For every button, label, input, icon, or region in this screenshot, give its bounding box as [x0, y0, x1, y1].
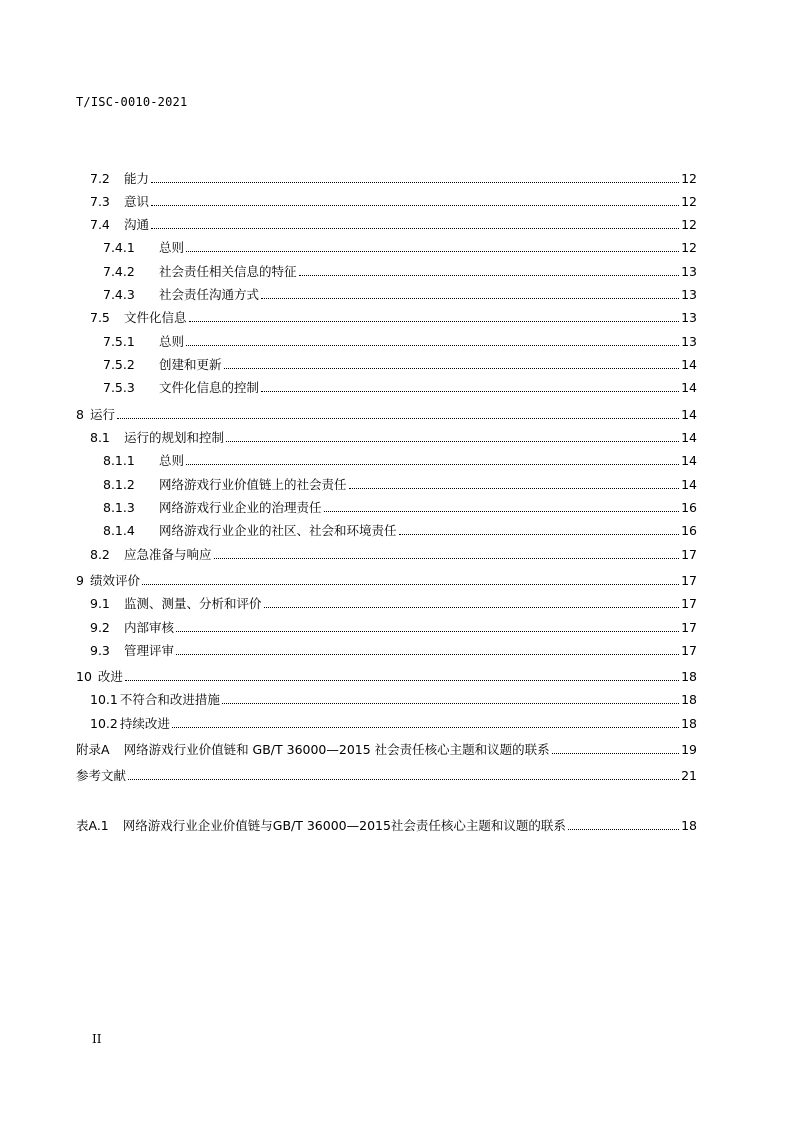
- toc-page-number: 16: [681, 523, 697, 538]
- toc-title: 沟通: [124, 217, 150, 232]
- toc-title: 内部审核: [124, 620, 175, 635]
- toc-number: 7.5: [90, 310, 110, 325]
- toc-page-number: 17: [681, 620, 697, 635]
- toc-entry[interactable]: [103, 287, 697, 303]
- toc-page-number: 13: [681, 287, 697, 302]
- dot-leader: [117, 417, 679, 419]
- toc-number: 8.1.2: [103, 477, 135, 492]
- toc-title: 文件化信息: [124, 310, 187, 325]
- toc-number: 10.1: [90, 692, 118, 707]
- toc-entry[interactable]: [90, 310, 697, 326]
- dot-leader: [226, 440, 679, 442]
- toc-entry[interactable]: [103, 240, 697, 256]
- dot-leader: [151, 181, 679, 183]
- toc-number: 7.4.2: [103, 264, 135, 279]
- toc-page-number: 18: [681, 692, 697, 707]
- toc-title: 社会责任沟通方式: [159, 287, 260, 302]
- table-list-title: 网络游戏行业企业价值链与GB/T 36000—2015社会责任核心主题和议题的联系: [122, 818, 566, 833]
- toc-number: 附录A: [76, 742, 110, 757]
- toc-entry[interactable]: [103, 500, 697, 516]
- toc-title: 总则: [159, 240, 185, 255]
- dot-leader: [214, 557, 680, 559]
- toc-entry[interactable]: [90, 547, 697, 563]
- document-code: T/ISC-0010-2021: [76, 95, 188, 109]
- toc-title: 绩效评价: [89, 573, 140, 588]
- dot-leader: [552, 752, 679, 754]
- toc-number: 7.5.2: [103, 357, 135, 372]
- toc-entry[interactable]: [103, 380, 697, 396]
- toc-title: 网络游戏行业价值链和 GB/T 36000—2015 社会责任核心主题和议题的联系: [123, 742, 550, 757]
- toc-title: 创建和更新: [159, 357, 222, 372]
- toc-title: 管理评审: [124, 643, 175, 658]
- toc-page-number: 14: [681, 357, 697, 372]
- toc-entry[interactable]: [76, 669, 697, 685]
- toc-title: 应急准备与响应: [124, 547, 212, 562]
- toc-title: 改进: [97, 669, 123, 684]
- toc-title: 监测、测量、分析和评价: [124, 596, 262, 611]
- toc-page-number: 14: [681, 407, 697, 422]
- page-number: II: [92, 1032, 102, 1046]
- dot-leader: [142, 583, 679, 585]
- dot-leader: [349, 487, 680, 489]
- toc-page-number: 18: [681, 716, 697, 731]
- toc-number: 8.1.3: [103, 500, 135, 515]
- dot-leader: [299, 274, 680, 276]
- toc-entry[interactable]: [76, 573, 697, 589]
- dot-leader: [186, 344, 679, 346]
- toc-number: 8: [76, 407, 84, 422]
- toc-number: 8.1.4: [103, 523, 135, 538]
- dot-leader: [224, 367, 680, 369]
- dot-leader: [186, 463, 679, 465]
- dot-leader: [186, 250, 679, 252]
- toc-number: 7.4: [90, 217, 110, 232]
- dot-leader: [128, 778, 679, 780]
- toc-title: 意识: [124, 194, 150, 209]
- toc-number: 10: [76, 669, 92, 684]
- toc-page-number: 17: [681, 573, 697, 588]
- toc-title: 网络游戏行业价值链上的社会责任: [159, 477, 347, 492]
- toc-entry[interactable]: [90, 194, 697, 210]
- toc-title: 社会责任相关信息的特征: [159, 264, 297, 279]
- toc-title: 持续改进: [119, 716, 170, 731]
- dot-leader: [399, 533, 680, 535]
- dot-leader: [176, 653, 679, 655]
- toc-entry[interactable]: [103, 264, 697, 280]
- toc-title: 网络游戏行业企业的社区、社会和环境责任: [159, 523, 397, 538]
- table-list-number: 表A.1: [76, 818, 109, 833]
- toc-page-number: 17: [681, 547, 697, 562]
- toc-title: 不符合和改进措施: [119, 692, 220, 707]
- toc-page-number: 13: [681, 264, 697, 279]
- toc-number: 参考文献: [76, 768, 127, 783]
- toc-page-number: 16: [681, 500, 697, 515]
- toc-title: 能力: [124, 171, 150, 186]
- dot-leader: [261, 390, 679, 392]
- toc-entry[interactable]: [90, 643, 697, 659]
- toc-number: 7.4.3: [103, 287, 135, 302]
- toc-number: 8.1: [90, 430, 110, 445]
- toc-entry[interactable]: [103, 357, 697, 373]
- toc-entry[interactable]: [90, 596, 697, 612]
- toc-entry[interactable]: [90, 620, 697, 636]
- toc-entry[interactable]: [76, 768, 697, 784]
- toc-number: 9.2: [90, 620, 110, 635]
- toc-page-number: 12: [681, 171, 697, 186]
- toc-number: 8.1.1: [103, 453, 135, 468]
- toc-page-number: 14: [681, 477, 697, 492]
- toc-entry[interactable]: [103, 453, 697, 469]
- dot-leader: [151, 204, 679, 206]
- dot-leader: [151, 227, 679, 229]
- toc-title: 文件化信息的控制: [159, 380, 260, 395]
- dot-leader: [264, 606, 680, 608]
- table-list-entry[interactable]: [76, 818, 697, 834]
- dot-leader: [324, 510, 680, 512]
- toc-title: 运行的规划和控制: [124, 430, 225, 445]
- toc-number: 9.3: [90, 643, 110, 658]
- toc-page-number: 17: [681, 596, 697, 611]
- toc-number: 9.1: [90, 596, 110, 611]
- toc-page-number: 21: [681, 768, 697, 783]
- dot-leader: [568, 828, 679, 830]
- toc-page-number: 13: [681, 310, 697, 325]
- toc-entry[interactable]: [76, 742, 697, 758]
- toc-page-number: 14: [681, 380, 697, 395]
- toc-entry[interactable]: [90, 171, 697, 187]
- toc-title: 总则: [159, 334, 185, 349]
- toc-entry[interactable]: [90, 716, 697, 732]
- toc-number: 10.2: [90, 716, 118, 731]
- toc-number: 7.4.1: [103, 240, 135, 255]
- dot-leader: [189, 320, 680, 322]
- toc-entry[interactable]: [76, 407, 697, 423]
- table-list-page-number: 18: [681, 818, 697, 833]
- toc-number: 7.2: [90, 171, 110, 186]
- toc-title: 总则: [159, 453, 185, 468]
- toc-page-number: 13: [681, 334, 697, 349]
- toc-number: 7.5.1: [103, 334, 135, 349]
- toc-title: 网络游戏行业企业的治理责任: [159, 500, 322, 515]
- toc-entry[interactable]: [90, 430, 697, 446]
- dot-leader: [125, 679, 679, 681]
- dot-leader: [172, 726, 679, 728]
- dot-leader: [176, 630, 679, 632]
- toc-page-number: 12: [681, 240, 697, 255]
- toc-page-number: 18: [681, 669, 697, 684]
- dot-leader: [222, 702, 679, 704]
- toc-page-number: 14: [681, 453, 697, 468]
- toc-number: 9: [76, 573, 84, 588]
- toc-entry[interactable]: [103, 334, 697, 350]
- toc-entry[interactable]: [90, 217, 697, 233]
- toc-entry[interactable]: [103, 477, 697, 493]
- toc-number: 7.5.3: [103, 380, 135, 395]
- toc-page-number: 19: [681, 742, 697, 757]
- dot-leader: [261, 297, 679, 299]
- toc-page-number: 12: [681, 194, 697, 209]
- toc-number: 7.3: [90, 194, 110, 209]
- toc-number: 8.2: [90, 547, 110, 562]
- toc-page-number: 17: [681, 643, 697, 658]
- toc-entry[interactable]: [103, 523, 697, 539]
- toc-page-number: 14: [681, 430, 697, 445]
- toc-page-number: 12: [681, 217, 697, 232]
- toc-entry[interactable]: [90, 692, 697, 708]
- toc-title: 运行: [89, 407, 115, 422]
